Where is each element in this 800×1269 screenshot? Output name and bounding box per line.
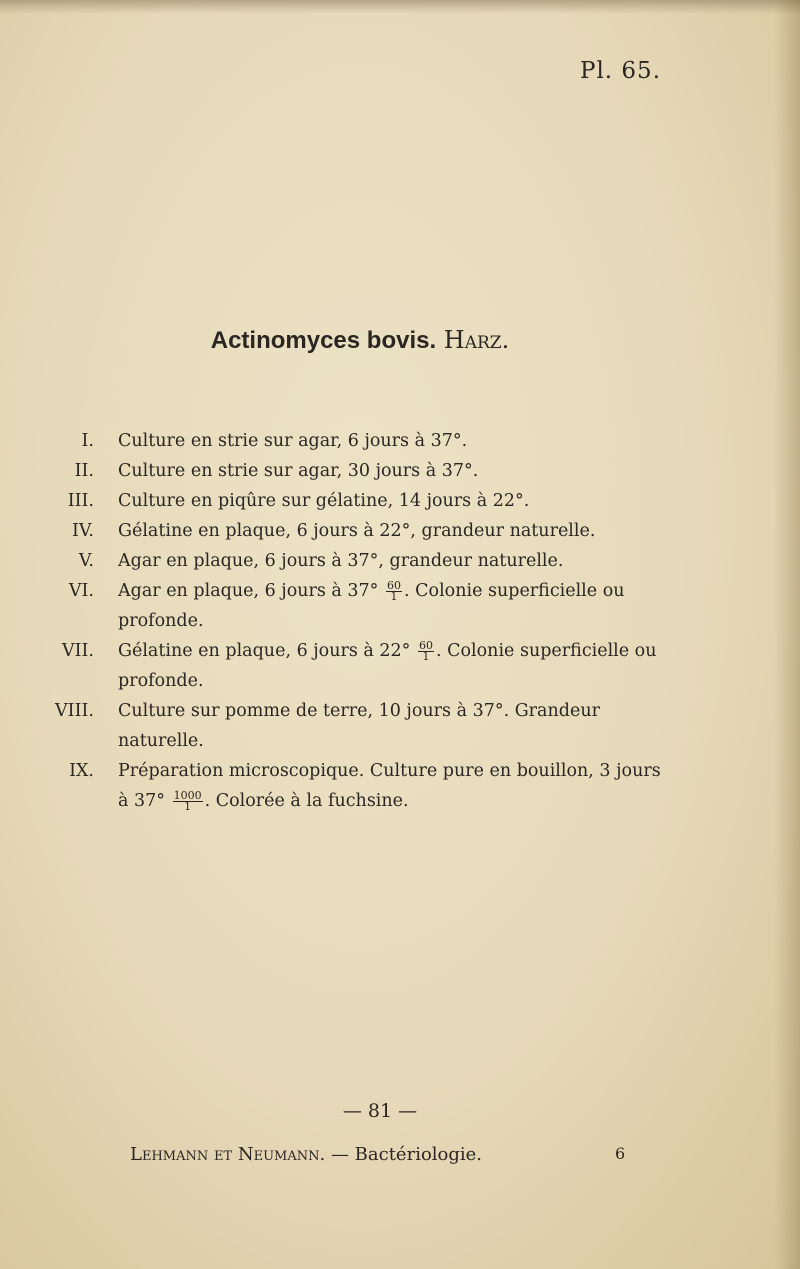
legend-item [50, 426, 670, 456]
legend-item [50, 486, 670, 516]
plate-legend [50, 426, 670, 816]
item-text-after: . Colorée à la fuchsine. [204, 791, 409, 811]
footer-work: — Bactériologie. [330, 1144, 483, 1165]
item-text: Culture sur pomme de terre, 10 jours à 37°. Grandeur naturelle. [118, 701, 600, 751]
legend-item [50, 456, 670, 486]
fraction-numerator: 1000 [173, 789, 202, 802]
signature-mark: 6 [615, 1144, 626, 1163]
item-text: Culture en strie sur agar, 6 jours à 37°. [118, 431, 468, 451]
item-numeral: VI. [68, 581, 94, 601]
item-text: Culture en strie sur agar, 30 jours à 37°. [118, 461, 479, 481]
page-top-shadow [0, 0, 800, 14]
fraction-numerator: 60 [387, 579, 402, 592]
fraction-numerator: 60 [419, 639, 433, 652]
item-text-before: Agar en plaque, 6 jours à 37° [118, 581, 379, 601]
legend-item [50, 636, 670, 696]
species-name: Actinomyces bovis. [210, 327, 437, 354]
legend-item [50, 756, 670, 816]
item-numeral: V. [78, 551, 94, 571]
item-numeral: IV. [71, 521, 94, 541]
item-numeral: III. [67, 491, 94, 511]
item-numeral: VIII. [55, 701, 94, 721]
item-numeral: I. [81, 431, 94, 451]
item-numeral: II. [74, 461, 94, 481]
page-number: — 81 — [342, 1100, 418, 1122]
page-title [0, 326, 720, 355]
item-text: Gélatine en plaque, 6 jours à 22°, grandeur naturelle. [118, 521, 596, 541]
legend-item [50, 576, 670, 636]
legend-item [50, 516, 670, 546]
magnification-fraction [173, 791, 203, 812]
fraction-denominator: 1 [390, 590, 398, 603]
species-author: Harz. [443, 326, 510, 354]
item-numeral: VII. [61, 641, 94, 661]
plate-number: Pl. 65. [579, 58, 661, 84]
magnification-fraction [386, 581, 402, 602]
footer-authors: Lehmann et Neumann. [130, 1144, 326, 1165]
item-numeral: IX. [69, 761, 94, 781]
fraction-denominator: 1 [184, 800, 192, 813]
item-text-after: . Colonie superficielle ou profonde. [118, 581, 625, 631]
legend-item [50, 546, 670, 576]
page-edge-shadow [774, 0, 800, 1269]
item-text: Culture en piqûre sur gélatine, 14 jours à 22°. [118, 491, 530, 511]
item-text-before: Préparation microscopique. Culture pure en bouillon, 3 jours à 37° [118, 761, 661, 811]
legend-item [50, 696, 670, 756]
item-text-before: Gélatine en plaque, 6 jours à 22° [118, 641, 411, 661]
magnification-fraction [418, 641, 434, 662]
item-text: Agar en plaque, 6 jours à 37°, grandeur naturelle. [118, 551, 564, 571]
item-text-after: . Colonie superficielle ou profonde. [118, 641, 657, 691]
running-footer [130, 1144, 482, 1165]
fraction-denominator: 1 [422, 650, 430, 663]
